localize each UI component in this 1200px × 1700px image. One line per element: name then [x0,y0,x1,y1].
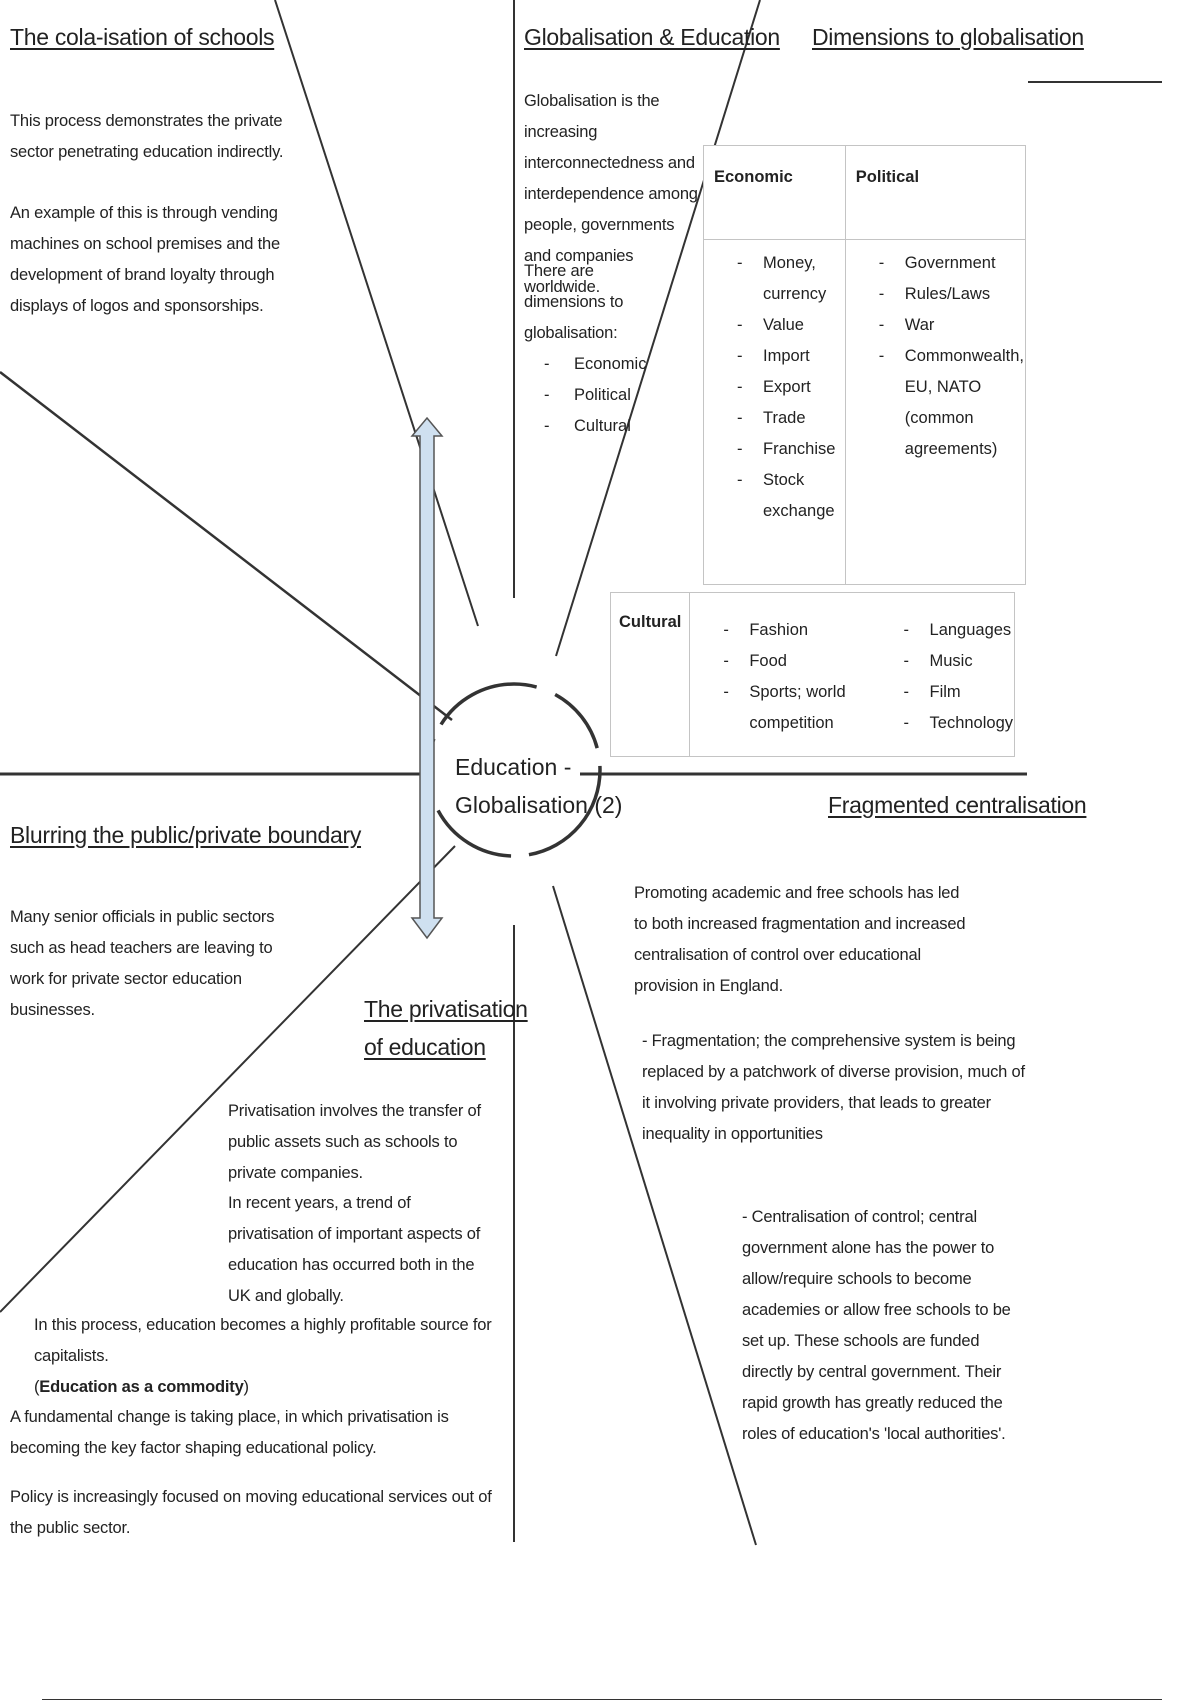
political-cell [845,240,1025,585]
list-item: - Money, currency [705,248,844,310]
double-arrow [412,418,442,938]
list-item: - Music [872,646,1013,677]
fragmented-p1: Promoting academic and free schools has led to both increased fragmentation and increased centralisation of control over educational provision in England. [634,884,966,995]
list-item: - Fashion [691,615,869,646]
list-item: - Commonwealth, EU, NATO (common agreements) [847,341,1024,465]
privatisation-p3 [34,1310,504,1403]
privatisation-p2: In recent years, a trend of privatisation of important aspects of education has occurred both in the UK and globally. [228,1194,481,1305]
blurring-p1: Many senior officials in public sectors such as head teachers are leaving to work for private sector education businesses. [10,908,275,1019]
fragmented-p2: - Fragmentation; the comprehensive system is being replaced by a patchwork of diverse provision, much of it involving private providers, that leads to greater inequality in opportunities [642,1032,1025,1143]
political-list [847,248,1024,465]
cultural-header: Cultural [611,593,690,757]
cola-p2: An example of this is through vending machines on school premises and the development of brand loyalty through displays of logos and sponsorships. [10,204,280,315]
privatisation-p1: Privatisation involves the transfer of public assets such as schools to private companies. [228,1102,481,1182]
blurring-heading: Blurring the public/private boundary [10,822,362,848]
privatisation-p3-text: In this process, education becomes a highly profitable source for capitalists. [34,1316,492,1365]
cultural-list-2 [872,615,1013,739]
list-item: - Trade [705,403,844,434]
privatisation-heading [364,990,528,1066]
list-item: - Film [872,677,1013,708]
cultural-list-1 [691,615,869,739]
center-label-line2: Globalisation (2) [455,792,623,818]
list-item: - Sports; world competition [691,677,869,739]
fragmented-p3: - Centralisation of control; central government alone has the power to allow/require schools to become academies or allow free schools to be set up. These schools are funded directly by central government. Their rapid growth has greatly reduced the roles of education's 'local authorities'. [742,1208,1011,1443]
globalisation-list [524,349,674,442]
list-item: - Technology [872,708,1013,739]
list-item: - War [847,310,1024,341]
cola-p1: This process demonstrates the private sector penetrating education indirectly. [10,112,284,161]
list-item: - Stock exchange [705,465,844,527]
spoke-left [0,372,452,720]
commodity-emphasis: Education as a commodity [39,1378,244,1396]
political-header: Political [845,146,1025,240]
list-item: - Political [524,380,674,411]
dimensions-heading: Dimensions to globalisation [812,24,1084,50]
globalisation-heading: Globalisation & Education [524,24,780,50]
privatisation-heading-line2: of education [364,1034,486,1060]
privatisation-p5: Policy is increasingly focused on moving educational services out of the public sector. [10,1488,492,1537]
center-label [455,748,622,824]
list-item: - Food [691,646,869,677]
privatisation-p3-close: ) [243,1378,249,1396]
globalisation-intro: There are dimensions to globalisation: [524,262,624,342]
privatisation-heading-line1: The privatisation [364,996,528,1022]
list-item: - Economic [524,349,674,380]
list-item: - Export [705,372,844,403]
economic-list [705,248,844,527]
privatisation-p4: A fundamental change is taking place, in which privatisation is becoming the key factor shaping educational policy. [10,1408,449,1457]
privatisation-p3-open: ( [34,1378,40,1396]
list-item: - Import [705,341,844,372]
list-item: - Value [705,310,844,341]
dimensions-table [703,145,1026,585]
cultural-cell-2 [871,593,1015,757]
cultural-cell-1 [690,593,871,757]
list-item: - Rules/Laws [847,279,1024,310]
cultural-table [610,592,1015,757]
economic-cell [704,240,846,585]
list-item: - Languages [872,615,1013,646]
center-label-line1: Education - [455,754,572,780]
list-item: - Franchise [705,434,844,465]
list-item: - Government [847,248,1024,279]
globalisation-dimensions [524,256,674,442]
list-item: - Cultural [524,411,674,442]
fragmented-heading: Fragmented centralisation [828,792,1087,818]
economic-header: Economic [704,146,846,240]
globalisation-definition: Globalisation is the increasing interconnectedness and interdependence among people, governments and companies worldwide. [524,92,698,296]
cola-heading: The cola-isation of schools [10,24,275,50]
